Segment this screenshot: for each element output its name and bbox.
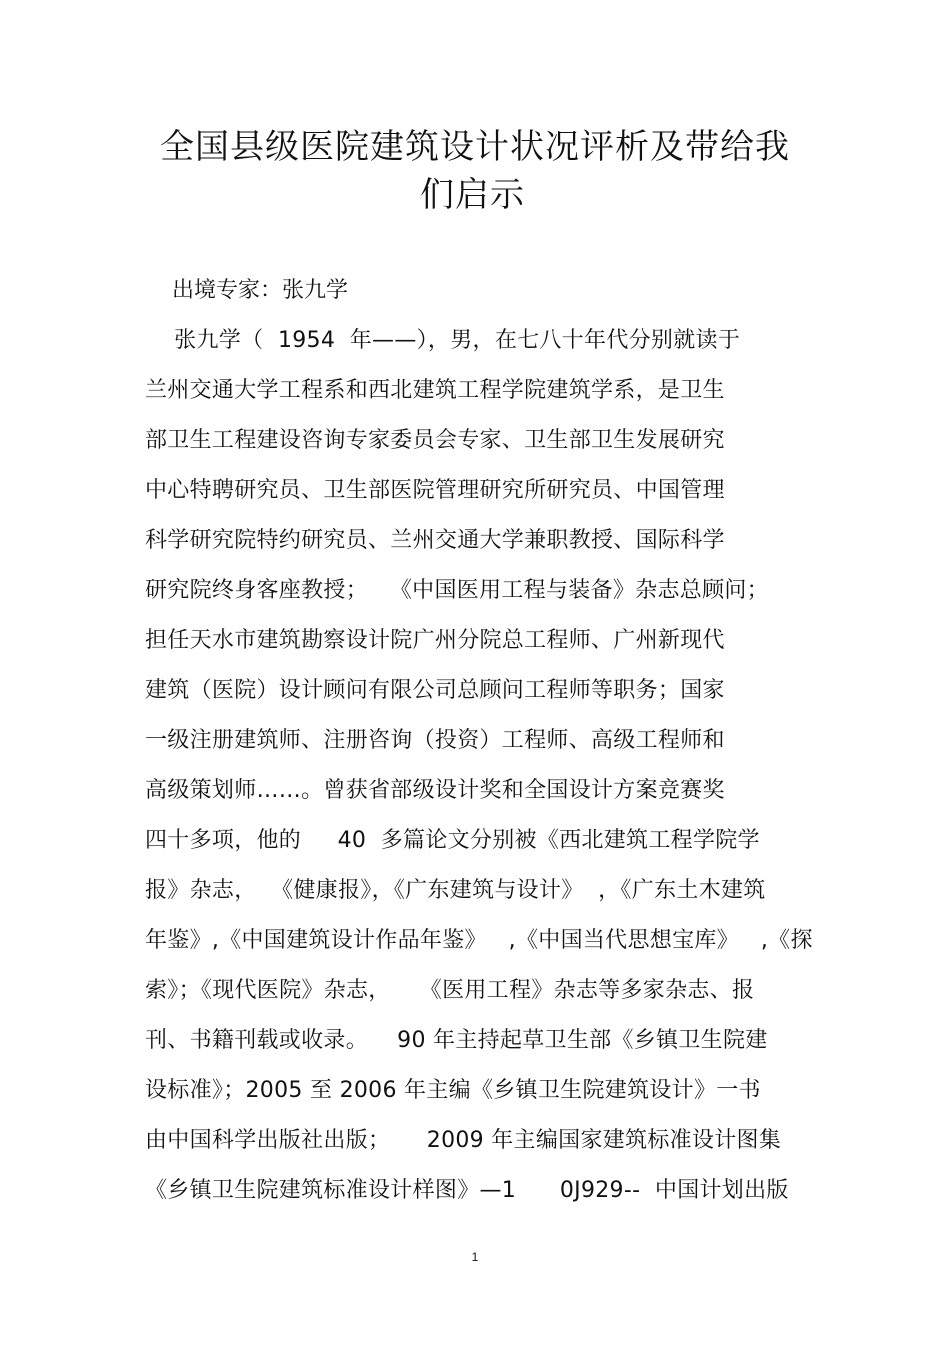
document-title-line-2: 们启示 bbox=[420, 175, 525, 215]
body-line: 索》；《现代医院》杂志， 《医用工程》杂志等多家杂志、报 bbox=[145, 978, 755, 1003]
page-number: 1 bbox=[471, 1250, 479, 1264]
body-line: 研究院终身客座教授； 《中国医用工程与装备》杂志总顾问； bbox=[145, 578, 769, 603]
body-line: 建筑（医院）设计顾问有限公司总顾问工程师等职务；国家 bbox=[145, 678, 725, 703]
body-line: 由中国科学出版社出版； 2009 年主编国家建筑标准设计图集 bbox=[145, 1128, 782, 1153]
body-line: 《乡镇卫生院建筑标准设计样图》—1 0J929-- 中国计划出版 bbox=[145, 1178, 789, 1203]
body-line: 刊、书籍刊载或收录。 90 年主持起草卫生部《乡镇卫生院建 bbox=[145, 1028, 768, 1053]
document-title-line-1: 全国县级医院建筑设计状况评析及带给我 bbox=[160, 127, 790, 167]
body-line: 张九学（ 1954 年——），男，在七八十年代分别就读于 bbox=[145, 328, 741, 353]
author-line: 出境专家：张九学 bbox=[172, 278, 349, 303]
body-line: 四十多项，他的 40 多篇论文分别被《西北建筑工程学院学 bbox=[145, 828, 760, 853]
body-line: 担任天水市建筑勘察设计院广州分院总工程师、广州新现代 bbox=[145, 628, 725, 653]
body-line: 中心特聘研究员、卫生部医院管理研究所研究员、中国管理 bbox=[145, 478, 725, 503]
body-line: 设标准》；2005 至 2006 年主编《乡镇卫生院建筑设计》一书 bbox=[145, 1078, 761, 1103]
body-line: 一级注册建筑师、注册咨询（投资）工程师、高级工程师和 bbox=[145, 728, 725, 753]
body-line: 高级策划师……。曾获省部级设计奖和全国设计方案竞赛奖 bbox=[145, 778, 725, 803]
body-line: 年鉴》,《中国建筑设计作品年鉴》 ,《中国当代思想宝库》 ,《探 bbox=[145, 928, 813, 953]
body-line: 报》杂志， 《健康报》，《广东建筑与设计》 ，《广东土木建筑 bbox=[145, 878, 766, 903]
body-line: 兰州交通大学工程系和西北建筑工程学院建筑学系，是卫生 bbox=[145, 378, 725, 403]
body-line: 部卫生工程建设咨询专家委员会专家、卫生部卫生发展研究 bbox=[145, 428, 725, 453]
body-line: 科学研究院特约研究员、兰州交通大学兼职教授、国际科学 bbox=[145, 528, 725, 553]
